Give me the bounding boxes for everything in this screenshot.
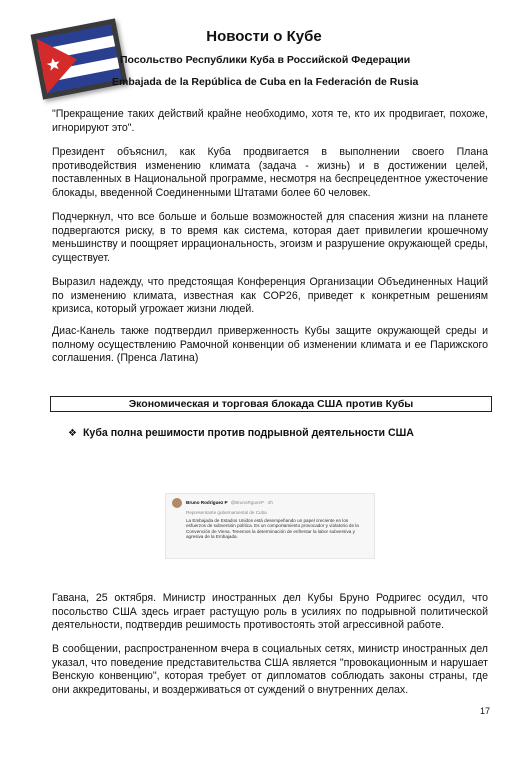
avatar bbox=[172, 498, 182, 508]
bullet-heading bbox=[68, 427, 414, 439]
tweet-text: La Embajada de Estados Unidos está desempeñando un papel creciente en los esfuerzos de subversión política. Es un comportamiento provocador y violatorio de la Convención de Viena. Tenemos la determinación de enfrentar la labor subversiva y agresiva de la Embajada. bbox=[186, 517, 359, 540]
paragraph: Диас-Канель также подтвердил приверженность Кубы защите окружающей среды и полному осуществлению Рамочной конвенции об изменении климата и ее Парижского соглашения. (Пренса Латина) bbox=[52, 325, 488, 365]
paragraph: "Прекращение таких действий крайне необходимо, хотя те, кто их продвигает, похоже, игнорируют это". bbox=[52, 108, 488, 134]
paragraph: Подчеркнул, что все больше и больше возможностей для спасения жизни на планете подвергаются риску, в то время как система, которая дает привилегии крошечному меньшинству и поощряет иррациональность, эгоизм и разрушение окружающей среды, существует. bbox=[52, 211, 488, 264]
embassy-name-ru: Посольство Республики Куба в Российской Федерации bbox=[120, 54, 411, 66]
paragraph: Президент объяснил, как Куба продвигается в выполнении своего Плана противодействия изменению климата (задача - жизнь) и в достижении целей, поставленных в Национальной программе, несмотря на беспрецедентное ужесточение блокады, введенной Соединенными Штатами более 60 человек. bbox=[52, 146, 488, 199]
tweet-author: Bruno Rodríguez P bbox=[186, 500, 228, 506]
embassy-name-es: Embajada de la República de Cuba en la Federación de Rusia bbox=[112, 76, 419, 88]
page-number: 17 bbox=[479, 706, 490, 716]
section-heading: Экономическая и торговая блокада США против Кубы bbox=[50, 396, 492, 412]
paragraph: В сообщении, распространенном вчера в социальных сетях, министр иностранных дел указал, что поведение представительства США является "провокационным и нарушает Венскую конвенцию", которая требует от дипломатов соблюдать законы страны, где они аккредитованы, и воздерживаться от суждений о внутренних делах. bbox=[52, 643, 488, 696]
paragraph: Выразил надежду, что предстоящая Конференция Организации Объединенных Наций по изменению климата, известная как COP26, приведет к конкретным решениям кризиса, который угрожает жизни людей. bbox=[52, 276, 488, 316]
page-title: Новости о Кубе bbox=[206, 28, 322, 45]
tweet-handle: @BrunoRguezP · 2h bbox=[230, 500, 273, 506]
paragraph: Гавана, 25 октября. Министр иностранных дел Кубы Бруно Родригес осудил, что посольство США здесь играет растущую роль в усилиях по подрывной политической деятельности, подтвердив решимость противостоять этой агрессивной работе. bbox=[52, 592, 488, 632]
tweet-account-label: Representante gubernamental de Cuba bbox=[186, 510, 267, 515]
tweet-screenshot bbox=[165, 493, 375, 559]
diamond-bullet-icon: ❖ bbox=[68, 428, 77, 439]
bullet-heading-text: Куба полна решимости против подрывной деятельности США bbox=[82, 427, 414, 439]
